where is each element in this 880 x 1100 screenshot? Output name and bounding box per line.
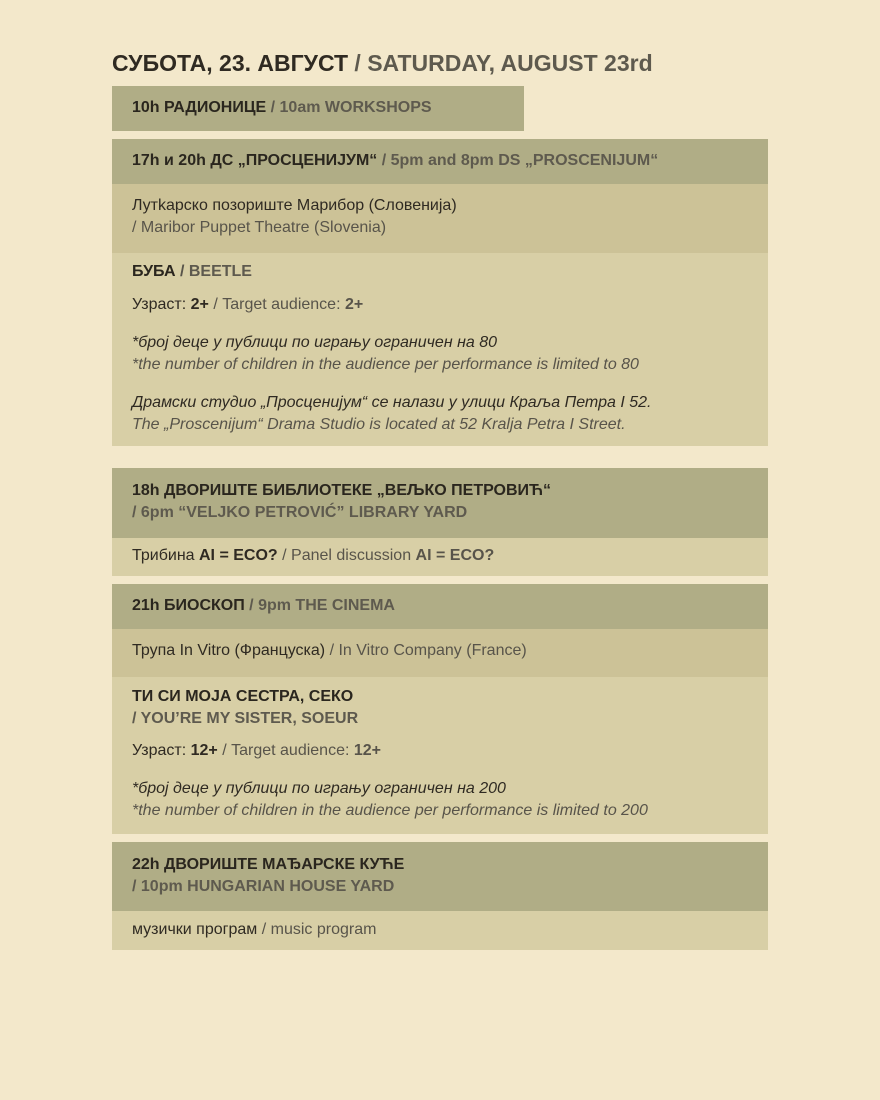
proscenijum-show-separator: / — [175, 263, 189, 280]
cinema-age-separator: / — [217, 742, 232, 759]
section-gap — [112, 576, 768, 584]
cinema-company — [112, 629, 768, 677]
library-panel-en: Panel discussion — [291, 547, 416, 564]
proscenijum-age — [132, 294, 748, 316]
proscenijum-limit-en: *the number of children in the audience per performance is limited to 80 — [132, 356, 639, 373]
cinema-company-separator: / — [325, 642, 339, 659]
proscenijum-header — [112, 139, 768, 184]
section-library — [112, 468, 768, 576]
proscenijum-header-separator: / — [377, 152, 391, 169]
cinema-show-sr: ТИ СИ МОЈА СЕСТРА, СЕКО — [132, 688, 354, 705]
library-header-sr: 18h ДВОРИШТЕ БИБЛИОТЕКЕ „ВЕЉКО ПЕТРОВИЋ“ — [132, 482, 552, 499]
proscenijum-company-sr: Лутkарско позориште Марибор (Словенија) — [132, 197, 457, 214]
proscenijum-company-en: / Maribor Puppet Theatre (Slovenia) — [132, 219, 387, 236]
proscenijum-limit-sr: *број деце у публици по игрању ограничен на 80 — [132, 334, 498, 351]
section-hungarian-house — [112, 842, 768, 950]
cinema-header — [112, 584, 768, 629]
proscenijum-age-value-sr: 2+ — [190, 296, 209, 313]
cinema-header-en: 9pm THE CINEMA — [258, 597, 395, 614]
cinema-age-label-sr: Узраст: — [132, 742, 191, 759]
workshops-header-separator: / — [266, 99, 280, 116]
workshops-header-sr: 10h РАДИОНИЦЕ — [132, 99, 267, 116]
proscenijum-age-label-en: Target audience: — [222, 296, 345, 313]
cinema-show-title — [132, 686, 748, 730]
hungarian-header-en: / 10pm HUNGARIAN HOUSE YARD — [132, 878, 395, 895]
hungarian-header — [112, 842, 768, 911]
proscenijum-age-separator: / — [208, 296, 223, 313]
cinema-age-label-en: Target audience: — [231, 742, 354, 759]
proscenijum-show-en: BEETLE — [188, 263, 252, 280]
page-title — [112, 48, 768, 78]
library-panel-sr-bold: AI = ECO? — [199, 547, 278, 564]
section-gap — [112, 446, 768, 468]
cinema-company-sr: Трупа In Vitro (Француска) — [132, 642, 326, 659]
proscenijum-details — [112, 253, 768, 446]
library-header — [112, 468, 768, 538]
proscenijum-age-value-en: 2+ — [344, 296, 364, 313]
proscenijum-show-title — [132, 261, 748, 283]
hungarian-music-separator: / — [257, 921, 271, 938]
proscenijum-limit — [132, 332, 748, 376]
page-title-separator: / — [348, 50, 368, 76]
proscenijum-age-label-sr: Узраст: — [132, 296, 191, 313]
library-panel-sr: Трибина — [132, 547, 199, 564]
workshops-header-en: 10am WORKSHOPS — [279, 99, 432, 116]
cinema-header-sr: 21h БИОСКОП — [132, 597, 245, 614]
cinema-age-value-en: 12+ — [353, 742, 381, 759]
hungarian-music-sr: музички програм — [132, 921, 258, 938]
schedule-page — [112, 48, 768, 950]
proscenijum-header-sr: 17h и 20h ДС „ПРОСЦЕНИЈУМ“ — [132, 152, 378, 169]
page-title-sr: СУБОТА, 23. АВГУСТ — [112, 50, 349, 76]
library-panel-separator: / — [277, 547, 292, 564]
proscenijum-show-sr: БУБА — [132, 263, 176, 280]
proscenijum-header-en: 5pm and 8pm DS „PROSCENIJUM“ — [390, 152, 659, 169]
section-workshops — [112, 86, 768, 131]
cinema-company-en: In Vitro Company (France) — [338, 642, 527, 659]
section-gap — [112, 834, 768, 842]
page-title-en: SATURDAY, AUGUST 23rd — [367, 50, 653, 76]
proscenijum-company — [112, 184, 768, 253]
cinema-limit-sr: *број деце у публици по игрању ограничен на 200 — [132, 780, 506, 797]
hungarian-music-en: music program — [270, 921, 377, 938]
section-cinema — [112, 584, 768, 834]
proscenijum-location — [132, 392, 748, 436]
proscenijum-location-en: The „Proscenijum“ Drama Studio is located at 52 Kralja Petra I Street. — [132, 416, 626, 433]
cinema-limit-en: *the number of children in the audience per performance is limited to 200 — [132, 802, 648, 819]
library-header-en: / 6pm “VELJKO PETROVIĆ” LIBRARY YARD — [132, 504, 468, 521]
cinema-header-separator: / — [244, 597, 259, 614]
cinema-details — [112, 677, 768, 834]
cinema-age-value-sr: 12+ — [190, 742, 218, 759]
hungarian-header-sr: 22h ДВОРИШТЕ МАЂАРСКЕ КУЋЕ — [132, 856, 405, 873]
workshops-header — [112, 86, 524, 131]
proscenijum-location-sr: Драмски студио „Просценијум“ се налази у улици Краља Петра I 52. — [132, 394, 652, 411]
library-panel — [112, 538, 768, 576]
cinema-age — [132, 740, 748, 762]
cinema-limit — [132, 778, 748, 822]
cinema-show-en: / YOU’RE MY SISTER, SOEUR — [132, 710, 359, 727]
library-panel-en-bold: AI = ECO? — [415, 547, 495, 564]
section-proscenijum — [112, 139, 768, 446]
hungarian-music — [112, 911, 768, 950]
